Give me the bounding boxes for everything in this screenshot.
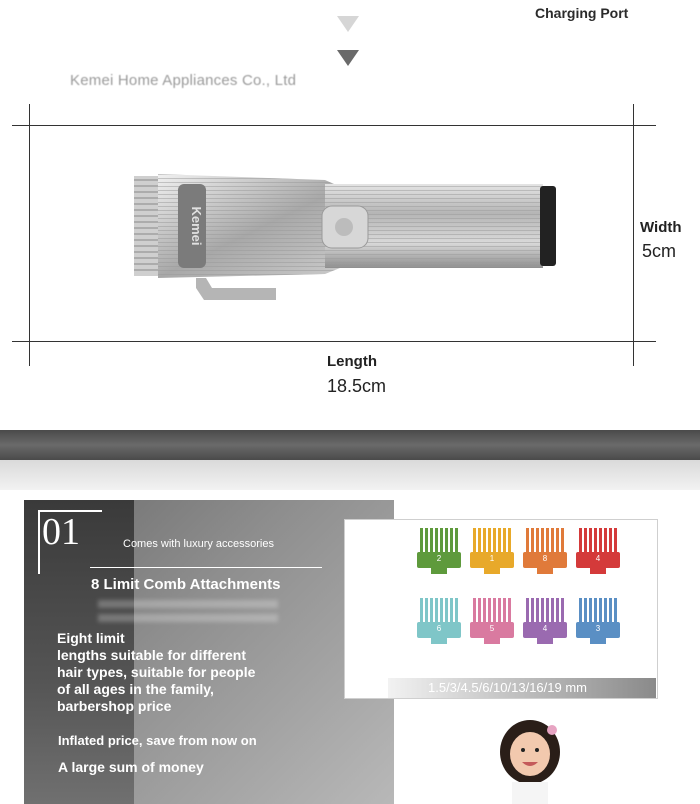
blurred-text-line [98,614,278,622]
section-number: 01 [42,511,80,553]
comb-number: 3 [595,624,601,633]
child-photo [490,712,570,804]
comb-number: 1 [489,554,495,563]
price-note: Inflated price, save from now on [58,733,257,748]
dimension-line-top [12,125,656,126]
comb-number: 4 [595,554,601,563]
comb-attachment [470,598,514,644]
comb-sizes: 1.5/3/4.5/6/10/13/16/19 mm [428,680,587,695]
comb-attachment [576,598,620,644]
divider-band [0,430,700,460]
comb-attachment [417,598,461,644]
hair-clipper-image [130,170,560,305]
dimension-line-left [29,104,30,366]
comb-attachment [470,528,514,574]
comb-attachment [576,528,620,574]
comb-number: 5 [489,624,495,633]
comb-attachment [523,598,567,644]
arrow-down-light-icon [337,16,359,32]
arrow-down-dark-icon [337,50,359,66]
title-underline [90,567,322,568]
comb-number: 4 [542,624,548,633]
savings-note: A large sum of money [58,759,204,775]
width-label: Width [640,219,682,236]
section-title: 8 Limit Comb Attachments [91,576,281,593]
blurred-text-line [98,600,278,608]
length-label: Length [327,353,377,370]
section-description: Eight limit lengths suitable for different hair types, suitable for people of all ages in the family, barbershop price [57,630,256,714]
comb-number: 2 [436,554,442,563]
width-value: 5cm [642,241,677,261]
brand-watermark: Kemei Home Appliances Co., Ltd [70,72,297,89]
dimension-line-bottom [12,341,656,342]
dimension-line-right [633,104,634,366]
divider-shadow [0,460,700,490]
section-subtitle: Comes with luxury accessories [123,538,274,550]
charging-port-label: Charging Port [535,5,629,21]
comb-attachment [523,528,567,574]
comb-number: 8 [542,554,548,563]
length-value: 18.5cm [327,376,387,396]
comb-attachment [417,528,461,574]
comb-number: 6 [436,624,442,633]
svg-text:Kemei: Kemei [189,206,204,246]
